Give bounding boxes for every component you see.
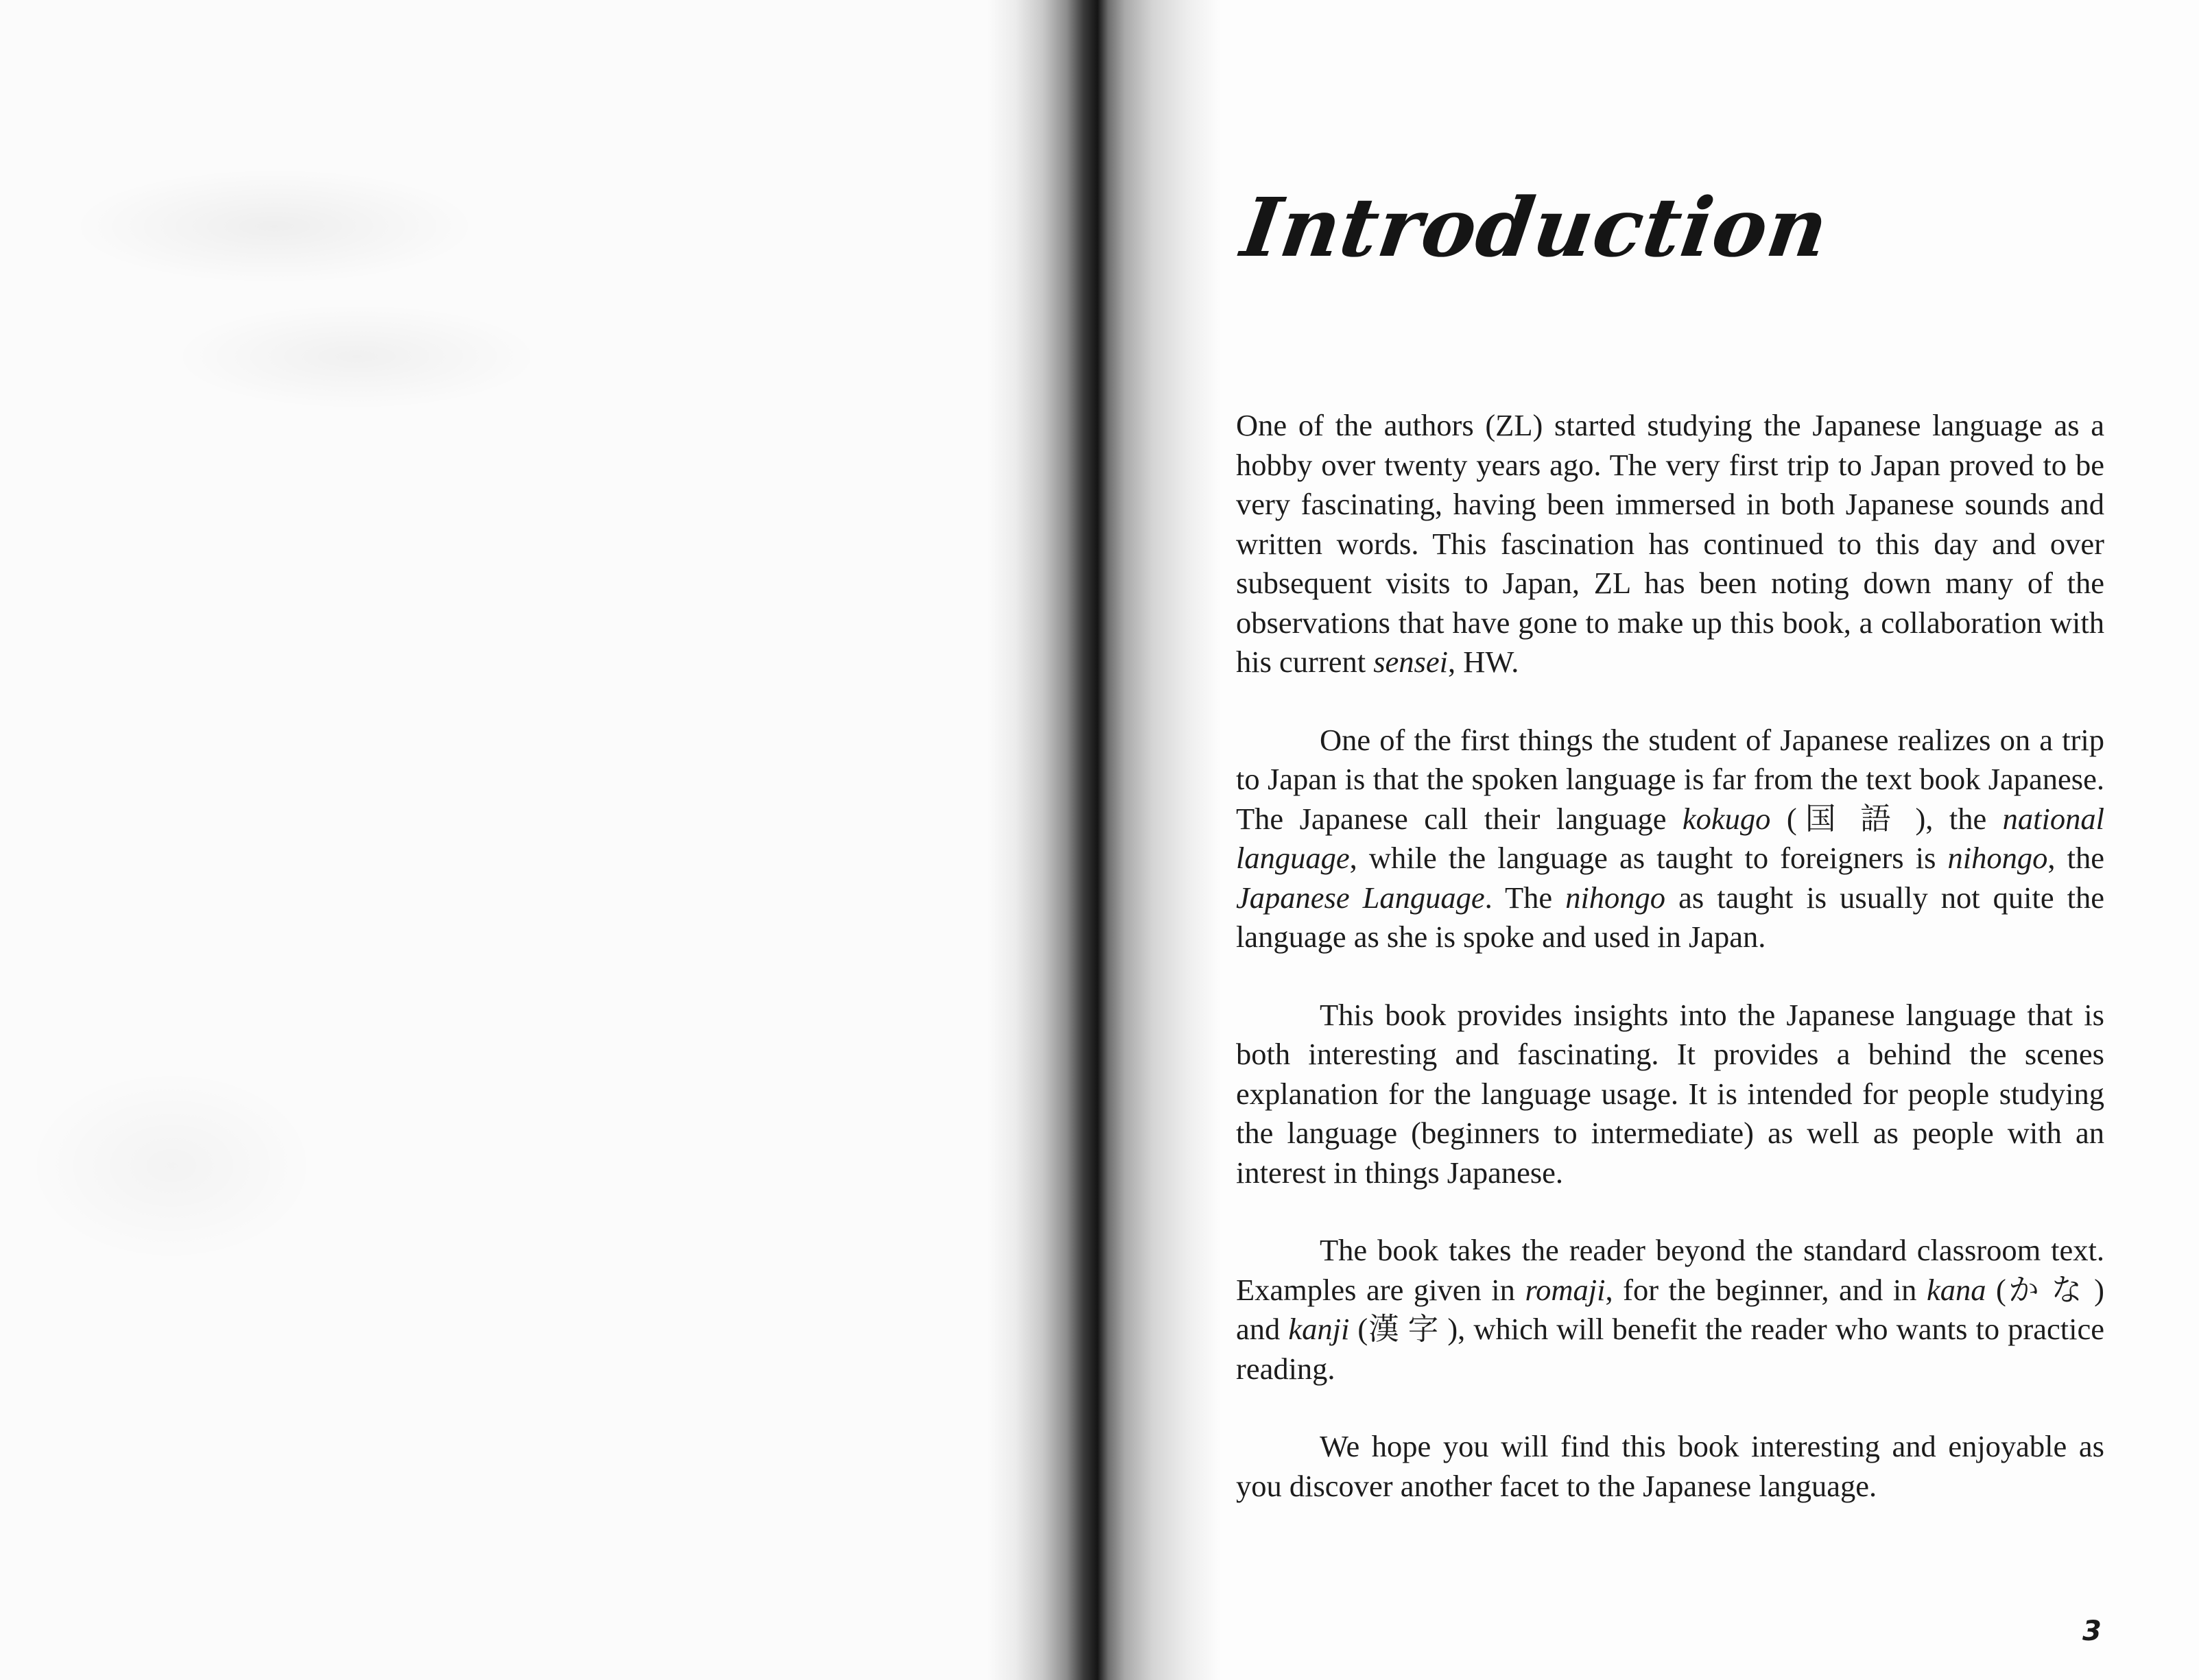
text-span-italic: national language [1236,801,2104,875]
text-span-italic: sensei [1373,645,1448,679]
text-span: , for the beginner, and in [1605,1272,1927,1307]
text-span: , the [2047,841,2104,875]
text-span-italic: romaji [1525,1272,1606,1307]
text-span-italic: nihongo [1947,841,2048,875]
text-span: The book takes the reader beyond the standard classroom text. Examples are given in [1236,1233,2104,1307]
page-title: Introduction [1236,180,1835,275]
text-span: . The [1484,880,1566,915]
text-span-italic: kana [1926,1272,1986,1307]
text-span: (漢 字 ), which will benefit the reader who wants to practice reading. [1236,1312,2104,1386]
book-gutter-shadow [988,0,1221,1680]
text-span: One of the authors (ZL) started studying the Japanese language as a hobby over twenty years ago. The very first trip to Japan proved to be very fascinating, having been immersed in both Japanese sounds and written words. This fascination has continued to this day and over subsequent visits to Japan, ZL has been noting down many of the observations that have gone to make up this book, a collaboration with his current [1236,408,2104,679]
text-span: One of the first things the student of Japanese realizes on a trip to Japan is that the spoken language is far from the text book Japanese. The Japanese call their language [1236,722,2104,836]
text-span: , while the language as taught to foreigners is [1349,841,1948,875]
text-span: This book provides insights into the Japanese language that is both interesting and fascinating. It provides a behind the scenes explanation for the language usage. It is intended for people studying the language (beginners to intermediate) as well as people with an interest in things Japanese. [1236,997,2104,1190]
paragraph-2 [1236,721,2104,957]
text-span: as taught is usually not quite the language as she is spoke and used in Japan. [1236,880,2105,954]
text-span-italic: kanji [1288,1312,1350,1346]
text-span: (国 語 ), the [1770,801,2003,836]
text-span-italic: Japanese Language [1236,880,1485,915]
paragraph-4 [1236,1231,2104,1389]
text-span: (か な ) and [1236,1272,2104,1346]
introduction-body [1236,406,2104,1544]
text-span: We hope you will find this book interesting and enjoyable as you discover another facet to the Japanese language. [1236,1429,2104,1503]
text-span: , HW. [1447,645,1519,679]
paragraph-3 [1236,996,2104,1193]
page-number: 3 [2082,1616,2102,1647]
paragraph-1 [1236,406,2104,682]
text-span-italic: kokugo [1682,801,1771,836]
paragraph-5 [1236,1427,2104,1506]
left-page-blank [0,0,1070,1680]
text-span-italic: nihongo [1565,880,1666,915]
